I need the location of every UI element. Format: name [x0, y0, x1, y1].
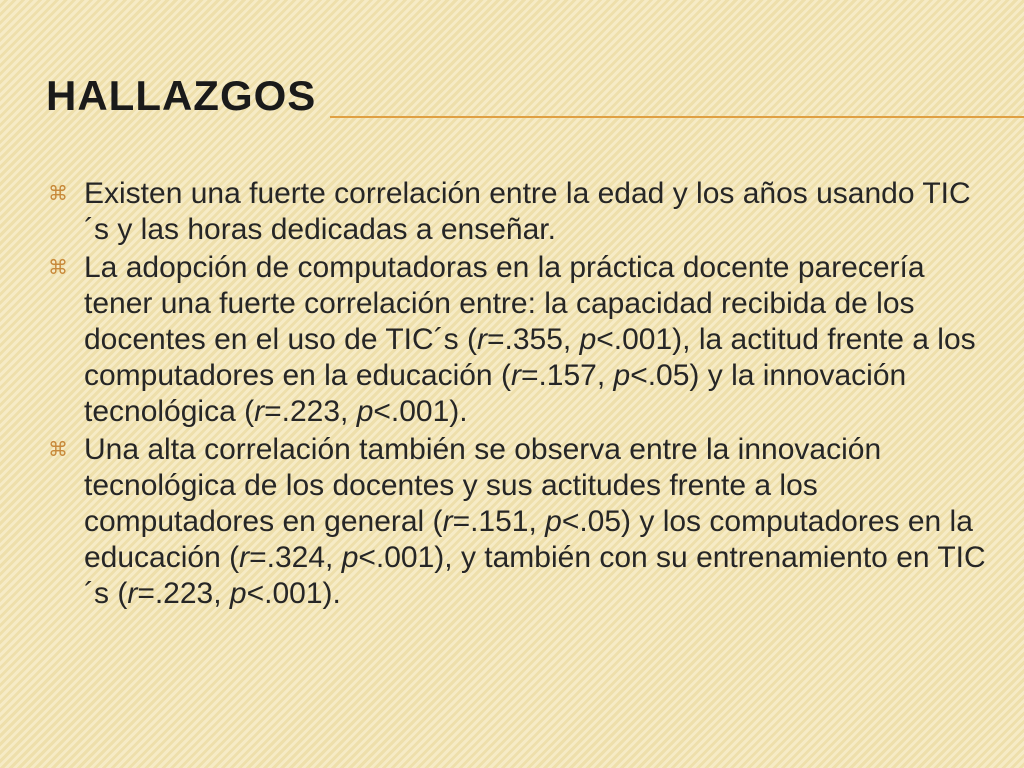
- text-segment: =.324,: [249, 541, 342, 574]
- italic-symbol: p: [613, 359, 631, 392]
- italic-symbol: r: [254, 395, 265, 428]
- text-segment: =.151,: [452, 505, 546, 538]
- text-segment: La adopción de computadoras en la práctica docente parecería tener una fuerte correlación entre: la capacidad recibida de los docentes en el uso de TIC´s (: [84, 251, 925, 356]
- text-segment: Existen una fuerte correlación entre la edad y los años usando TIC´s y las horas dedicadas a enseñar.: [84, 177, 971, 246]
- bullet-text: [84, 251, 976, 428]
- text-segment: <.001), la actitud frente a los computadores en la educación (: [84, 323, 976, 392]
- text-segment: <.001).: [373, 395, 468, 428]
- italic-symbol: p: [341, 541, 359, 574]
- text-segment: <.001), y también con su entrenamiento en TIC´s (: [84, 541, 986, 610]
- text-segment: =.355,: [487, 323, 580, 356]
- italic-symbol: p: [579, 323, 597, 356]
- title-underline: [330, 116, 1024, 118]
- bullet-item: [44, 432, 994, 612]
- text-segment: Una alta correlación también se observa entre la innovación tecnológica de los docentes y sus actitudes frente a los computadores en general (: [84, 433, 882, 538]
- bullet-text: [84, 177, 971, 246]
- italic-symbol: p: [356, 395, 374, 428]
- text-segment: <.05) y los computadores en la educación (: [84, 505, 973, 574]
- text-segment: =.223,: [264, 395, 357, 428]
- text-segment: =.157,: [520, 359, 614, 392]
- text-segment: <.05) y la innovación tecnológica (: [84, 359, 907, 428]
- italic-symbol: r: [127, 577, 138, 610]
- italic-symbol: p: [545, 505, 562, 538]
- italic-symbol: r: [510, 359, 521, 392]
- bullet-list: [44, 176, 994, 614]
- ornament-bullet-icon: ⌘: [48, 439, 68, 461]
- italic-symbol: r: [239, 541, 250, 574]
- slide-title: HALLAZGOS: [46, 72, 317, 119]
- ornament-bullet-icon: ⌘: [48, 183, 68, 205]
- bullet-text: [84, 433, 986, 610]
- ornament-bullet-icon: ⌘: [48, 257, 68, 279]
- bullet-item: [44, 250, 994, 430]
- bullet-item: [44, 176, 994, 248]
- italic-symbol: p: [229, 577, 247, 610]
- italic-symbol: r: [477, 323, 487, 356]
- italic-symbol: r: [442, 505, 453, 538]
- text-segment: =.223,: [137, 577, 230, 610]
- text-segment: <.001).: [246, 577, 341, 610]
